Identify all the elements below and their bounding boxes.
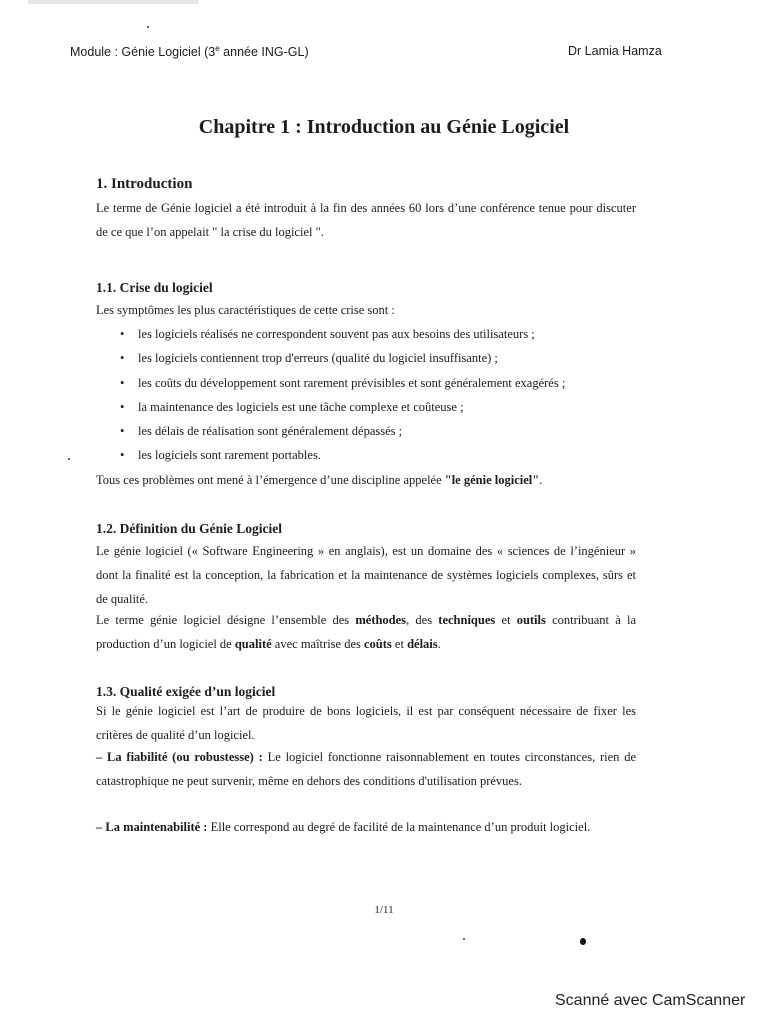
crise-symptoms-list [120,322,660,468]
module-prefix: Module : Génie Logiciel (3 [70,45,216,60]
text-run: , des [406,613,439,627]
maintenabilite-paragraph [96,815,636,839]
introduction-paragraph: Le terme de Génie logiciel a été introduit à la fin des années 60 lors d’une conférence tenue pour discuter de ce que l’on appelait " la crise du logiciel ". [96,201,636,239]
module-superscript: e [215,44,220,53]
section-heading-qualite: 1.3. Qualité exigée d’un logiciel [96,684,276,699]
list-item: • la maintenance des logiciels est une tâche complexe et coûteuse ; [120,395,660,419]
bold-run: techniques [438,613,496,627]
bold-run: délais [407,637,438,651]
text-run: avec maîtrise des [271,637,364,651]
bold-run: outils [516,613,546,627]
list-item: • les coûts du développement sont rarement prévisibles et sont généralement exagérés ; [120,371,660,395]
text-run: et [391,637,408,651]
section-heading-crise: 1.1. Crise du logiciel [96,280,213,295]
fiabilite-label: – La fiabilité (ou robustesse) : [96,750,263,764]
fiabilite-text: Le logiciel fonctionne raisonnablement en toutes circonstances, rien de catastrophique ne peut survenir, même en dehors des conditions d'utilisation prévues. [96,750,637,788]
definition-paragraph-1: Le génie logiciel (« Software Engineering » en anglais), est un domaine des « sciences de l’ingénieur » dont la finalité est la conception, la fabrication et la maintenance de systèmes logiciels complexes, sûrs et de qualité. [96,544,636,606]
text-run: contribuant à la production d’un logiciel de [96,613,637,651]
conclusion-end: . [539,473,543,487]
bold-run: méthodes [355,613,407,627]
qualite-paragraph: Si le génie logiciel est l’art de produire de bons logiciels, il est par conséquent nécessaire de fixer les critères de qualité d’un logiciel. [96,704,636,742]
text-run: Le terme génie logiciel désigne l’ensemble des [96,613,356,627]
crise-conclusion [96,468,636,492]
module-header [70,44,309,59]
page-title: Chapitre 1 : Introduction au Génie Logiciel [198,116,570,138]
list-item: • les délais de réalisation sont généralement dépassés ; [120,419,660,443]
list-item: • les logiciels contiennent trop d'erreurs (qualité du logiciel insuffisante) ; [120,346,660,370]
ink-blot [580,938,586,945]
conclusion-bold: "le génie logiciel" [444,473,540,487]
conclusion-text: Tous ces problèmes ont mené à l’émergence d’une discipline appelée [96,473,445,487]
scan-artifact [28,0,198,4]
scan-speck [68,458,70,460]
text-run: et [495,613,517,627]
camscanner-watermark: Scanné avec CamScanner [555,992,746,1009]
scan-speck [463,938,465,940]
text-run: . [437,637,441,651]
section-heading-introduction: 1. Introduction [96,176,193,192]
fiabilite-paragraph [96,745,636,793]
scan-speck [147,26,149,28]
author-header: Dr Lamia Hamza [568,44,662,58]
list-item: • les logiciels sont rarement portables. [120,443,660,467]
bold-run: qualité [234,637,272,651]
list-item: • les logiciels réalisés ne correspondent souvent pas aux besoins des utilisateurs ; [120,322,660,346]
section-heading-definition: 1.2. Définition du Génie Logiciel [96,521,283,536]
module-suffix: année ING-GL) [219,45,309,60]
maintenabilite-label: – La maintenabilité : [96,820,208,834]
bold-run: coûts [364,637,392,651]
crise-intro: Les symptômes les plus caractéristiques de cette crise sont : [96,303,395,317]
maintenabilite-text: Elle correspond au degré de facilité de la maintenance d’un produit logiciel. [207,820,591,834]
definition-paragraph-2 [96,608,636,656]
page-number: 1/11 [374,904,394,916]
